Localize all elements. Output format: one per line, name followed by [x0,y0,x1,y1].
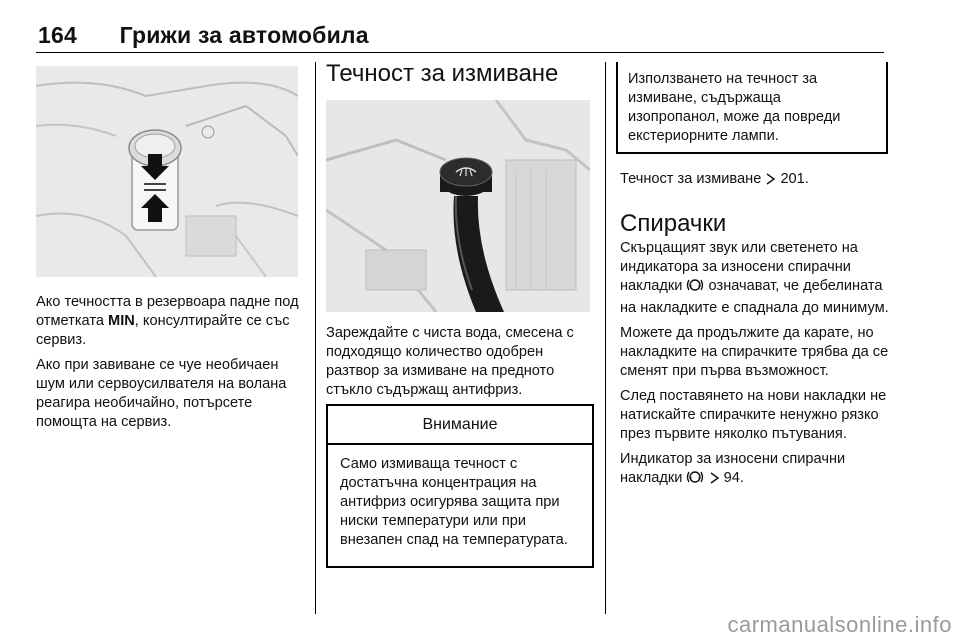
header-rule [36,52,884,53]
paragraph-steering-noise: Ако при завиване се чуе необичаен шум или сервоусилвателя на волана реагира необичайно, потърсете помощта на сервиз. [36,357,287,430]
column-2-text [326,324,596,406]
warning-title: Внимание [328,406,592,445]
column-3 [620,170,892,497]
reference-page: 94. [723,470,744,486]
column-divider-2 [605,62,606,614]
text-segment: означават, че дебелината на накладките е спаднала до минимум. [620,278,889,316]
steering-fluid-reservoir-illustration [36,66,298,277]
min-mark-label: MIN [108,313,135,329]
reference-arrow-icon [709,471,720,491]
paragraph-continue-driving: Можете да продължите да карате, но накладките на спирачките трябва да се сменят при първа възможност. [620,325,889,379]
section-title-washer-fluid: Течност за измиване [326,60,559,87]
column-1 [36,293,304,438]
reference-washer-fluid [620,170,892,192]
watermark: carmanualsonline.info [727,612,952,637]
paragraph-new-pads: След поставянето на нови накладки не натискайте спирачките ненужно рязко през първите няколко пътувания. [620,388,887,442]
reference-arrow-icon [765,172,776,192]
brake-wear-warning-icon [686,469,704,491]
paragraph-min-level [36,293,304,350]
page-title: Грижи за автомобила [119,22,369,48]
reference-text: Течност за измиване [620,171,762,187]
note-body: Използването на течност за измиване, съдържаща изопропанол, може да повреди екстериорните лампи. [628,71,841,144]
text-segment: , консултирайте се със сервиз. [36,313,290,348]
washer-fluid-reservoir-illustration [326,100,590,312]
paragraph-brake-wear [620,239,892,318]
warning-box [326,404,594,568]
page-header [38,22,369,49]
text-segment: Ако течността в резервоара падне под отметката [36,294,299,329]
reference-page: 201. [780,171,809,187]
page-number: 164 [38,22,77,48]
brake-wear-warning-icon [686,277,704,299]
text-segment: Скърцащият звук или светенето на индикатора за износени спирачни накладки [620,240,858,294]
warning-body: Само измиваща течност с достатъчна концентрация на антифриз осигурява защита при ниски температури или при внезапен спад на температурата. [340,456,568,548]
text-segment: Индикатор за износени спирачни накладки [620,451,846,486]
paragraph-washer-fill: Зареждайте с чиста вода, смесена с подходящо количество одобрен разтвор за измиване на предното стъкло съдържащ антифриз. [326,325,574,398]
column-divider-1 [315,62,316,614]
column-2 [326,60,594,87]
paragraph-indicator-reference [620,450,892,491]
section-title-brakes: Спирачки [620,210,727,237]
note-box [616,62,888,154]
